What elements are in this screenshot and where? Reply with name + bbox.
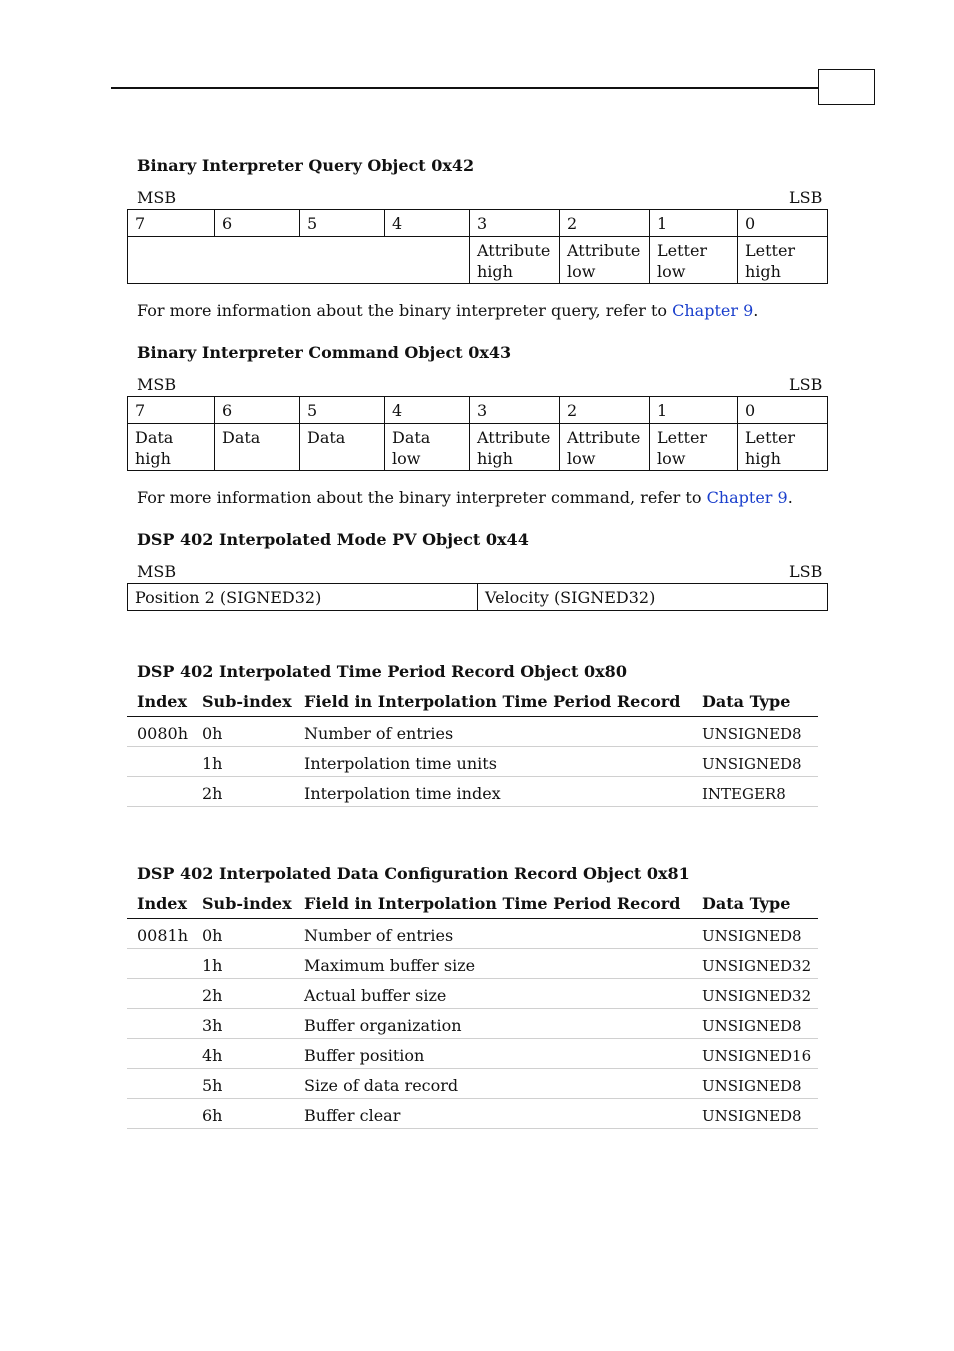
msb-label: MSB <box>137 375 177 394</box>
cell-field: Maximum buffer size <box>304 956 476 975</box>
info-end: . <box>787 488 793 507</box>
cell-field: Buffer organization <box>304 1016 462 1035</box>
section-title-time-period: DSP 402 Interpolated Time Period Record Object 0x80 <box>137 662 627 681</box>
value-cell: Data <box>215 424 300 471</box>
header-field: Field in Interpolation Time Period Record <box>304 894 681 913</box>
cell-field: Size of data record <box>304 1076 459 1095</box>
data-config-table <box>127 896 818 1129</box>
cell-datatype: UNSIGNED8 <box>702 725 802 743</box>
cell-datatype: UNSIGNED8 <box>702 1107 802 1125</box>
cell-datatype: UNSIGNED32 <box>702 957 812 975</box>
cell-datatype: INTEGER8 <box>702 785 786 803</box>
header-datatype: Data Type <box>702 692 791 711</box>
bit-cell: 0 <box>738 210 828 237</box>
chapter-link[interactable]: Chapter 9 <box>672 301 754 320</box>
value-cell: Letter high <box>738 424 828 471</box>
table-row <box>127 1069 818 1099</box>
lsb-label: LSB <box>789 375 823 394</box>
cell-datatype: UNSIGNED8 <box>702 1077 802 1095</box>
value-cell: Data <box>300 424 385 471</box>
cell-subindex: 4h <box>202 1046 223 1065</box>
query-bit-table <box>127 209 828 284</box>
table-row <box>127 949 818 979</box>
msb-label: MSB <box>137 562 177 581</box>
command-bit-table <box>127 396 828 471</box>
cell-subindex: 6h <box>202 1106 223 1125</box>
header-rule <box>111 87 819 89</box>
cell-field: Number of entries <box>304 724 454 743</box>
bit-cell: 3 <box>470 210 560 237</box>
cell-subindex: 1h <box>202 956 223 975</box>
value-cell: Attribute low <box>560 237 650 284</box>
table-row <box>127 979 818 1009</box>
msb-label: MSB <box>137 188 177 207</box>
bit-cell: 7 <box>128 210 215 237</box>
page-number-box <box>818 69 875 105</box>
table-row <box>127 919 818 949</box>
table-header <box>127 694 818 717</box>
lsb-label: LSB <box>789 188 823 207</box>
value-cell: Letter high <box>738 237 828 284</box>
bit-cell: 1 <box>650 210 738 237</box>
cell-field: Interpolation time units <box>304 754 497 773</box>
cell-subindex: 0h <box>202 724 223 743</box>
bit-cell: 4 <box>385 397 470 424</box>
cell-datatype: UNSIGNED8 <box>702 755 802 773</box>
header-datatype: Data Type <box>702 894 791 913</box>
cell-subindex: 5h <box>202 1076 223 1095</box>
bit-cell: 3 <box>470 397 560 424</box>
value-cell: Attribute high <box>470 424 560 471</box>
cell-subindex: 3h <box>202 1016 223 1035</box>
table-row <box>127 747 818 777</box>
header-subindex: Sub-index <box>202 692 292 711</box>
cell-field: Number of entries <box>304 926 454 945</box>
chapter-link[interactable]: Chapter 9 <box>706 488 788 507</box>
bit-cell: 7 <box>128 397 215 424</box>
time-period-table <box>127 694 818 807</box>
bit-cell: 2 <box>560 210 650 237</box>
bit-cell: 2 <box>560 397 650 424</box>
cell-index: 0081h <box>137 926 189 945</box>
field-cell: Velocity (SIGNED32) <box>478 584 828 611</box>
cell-subindex: 2h <box>202 784 223 803</box>
table-row <box>127 1039 818 1069</box>
info-end: . <box>753 301 759 320</box>
value-cell: Letter low <box>650 424 738 471</box>
bit-cell: 0 <box>738 397 828 424</box>
table-row <box>127 777 818 807</box>
cell-field: Buffer position <box>304 1046 425 1065</box>
value-cell: Data low <box>385 424 470 471</box>
info-text: For more information about the binary interpreter command, refer to <box>137 488 707 507</box>
cell-field: Interpolation time index <box>304 784 501 803</box>
section-title-data-config: DSP 402 Interpolated Data Configuration Record Object 0x81 <box>137 864 690 883</box>
header-subindex: Sub-index <box>202 894 292 913</box>
pv-object-table <box>127 583 828 611</box>
cell-index: 0080h <box>137 724 189 743</box>
cell-field: Buffer clear <box>304 1106 401 1125</box>
bit-cell: 6 <box>215 210 300 237</box>
cell-subindex: 2h <box>202 986 223 1005</box>
cell-datatype: UNSIGNED8 <box>702 927 802 945</box>
value-cell: Attribute low <box>560 424 650 471</box>
cell-subindex: 0h <box>202 926 223 945</box>
cell-subindex: 1h <box>202 754 223 773</box>
reserved-bits-cell <box>128 237 470 284</box>
cell-datatype: UNSIGNED16 <box>702 1047 812 1065</box>
bit-cell: 4 <box>385 210 470 237</box>
value-cell: Data high <box>128 424 215 471</box>
cell-datatype: UNSIGNED32 <box>702 987 812 1005</box>
section-title-command: Binary Interpreter Command Object 0x43 <box>137 343 512 362</box>
header-index: Index <box>137 894 188 913</box>
header-index: Index <box>137 692 188 711</box>
bit-cell: 6 <box>215 397 300 424</box>
value-cell: Letter low <box>650 237 738 284</box>
bit-cell: 5 <box>300 210 385 237</box>
header-field: Field in Interpolation Time Period Record <box>304 692 681 711</box>
cell-field: Actual buffer size <box>304 986 447 1005</box>
table-row <box>127 1009 818 1039</box>
section-title-pv-object: DSP 402 Interpolated Mode PV Object 0x44 <box>137 530 529 549</box>
table-header <box>127 896 818 919</box>
table-row <box>127 1099 818 1129</box>
field-cell: Position 2 (SIGNED32) <box>128 584 478 611</box>
cell-datatype: UNSIGNED8 <box>702 1017 802 1035</box>
value-cell: Attribute high <box>470 237 560 284</box>
bit-cell: 5 <box>300 397 385 424</box>
section-title-query: Binary Interpreter Query Object 0x42 <box>137 156 475 175</box>
table-row <box>127 717 818 747</box>
lsb-label: LSB <box>789 562 823 581</box>
command-info-paragraph <box>137 488 793 507</box>
bit-cell: 1 <box>650 397 738 424</box>
query-info-paragraph <box>137 301 758 320</box>
info-text: For more information about the binary interpreter query, refer to <box>137 301 673 320</box>
